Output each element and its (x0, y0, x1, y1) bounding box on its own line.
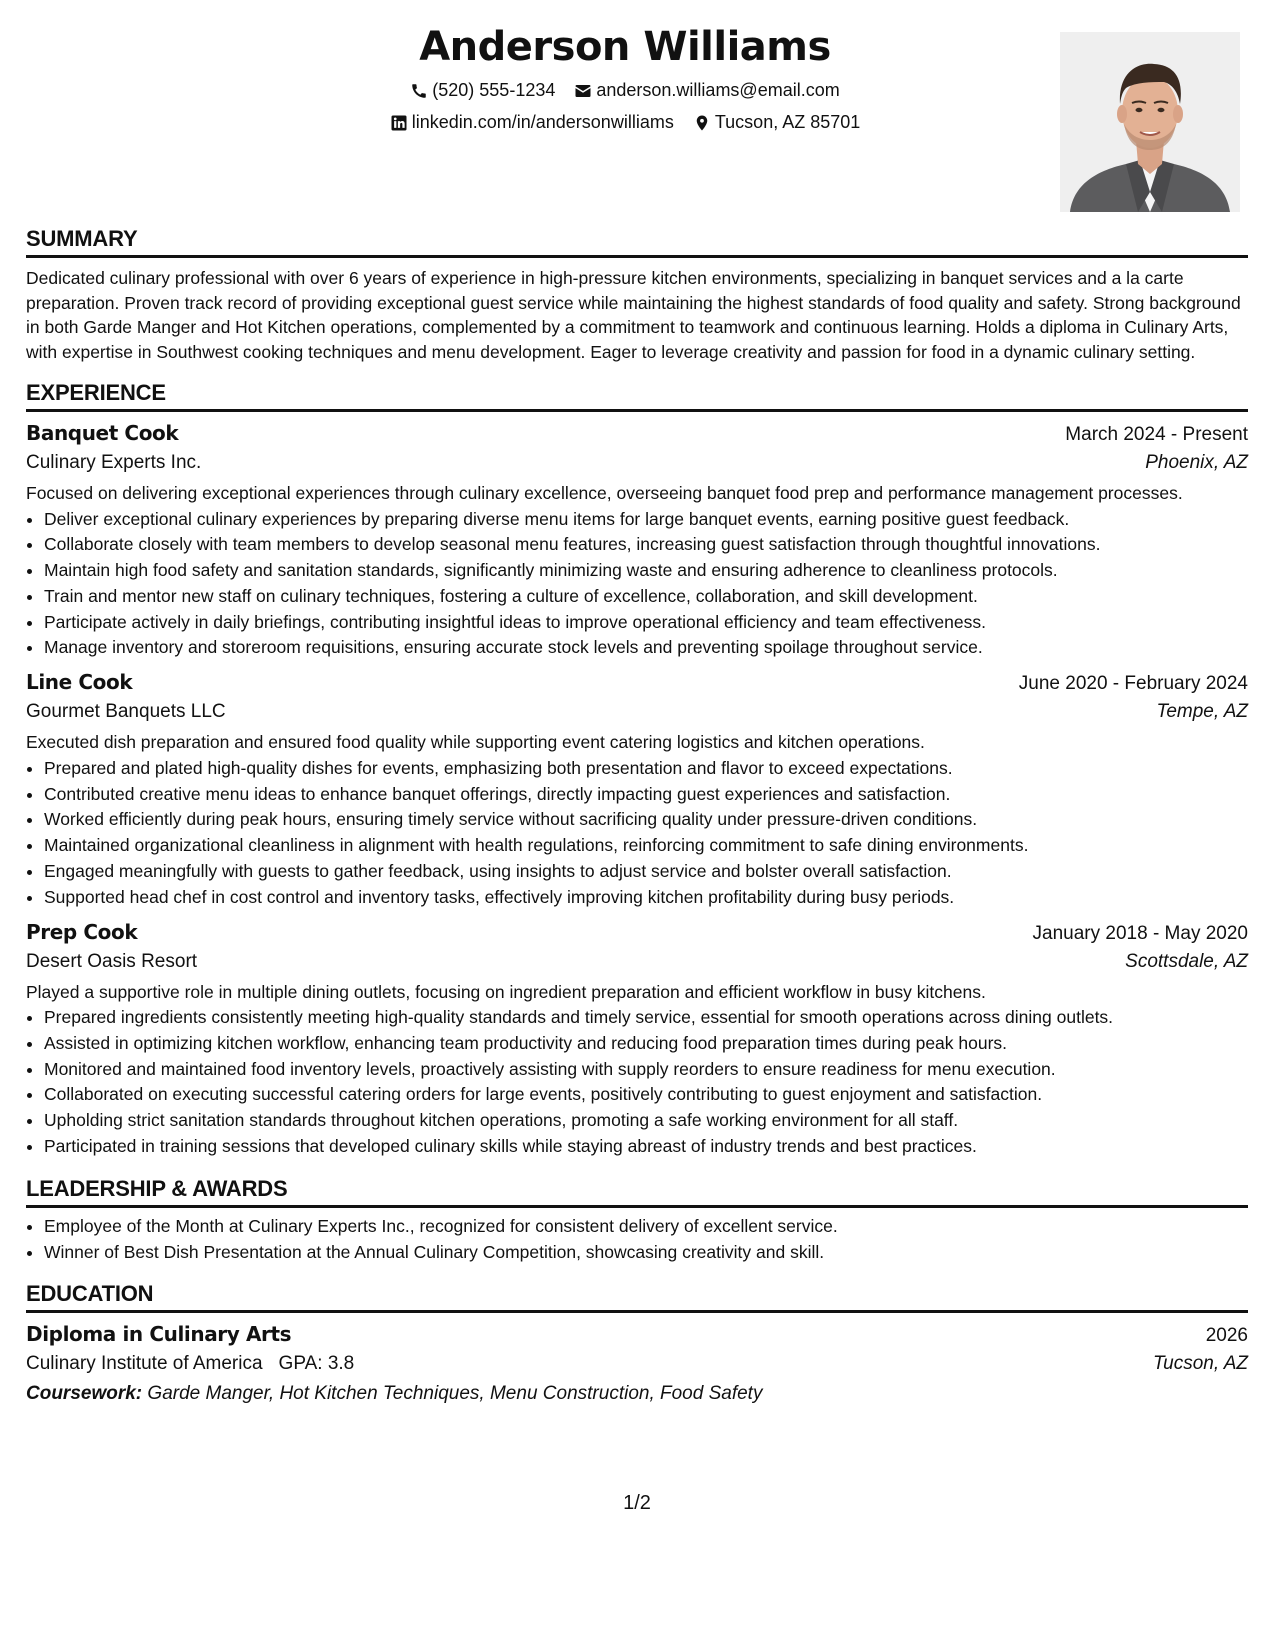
job-title: Banquet Cook (26, 421, 179, 445)
job-bullets (26, 756, 1248, 911)
coursework-line (26, 1379, 1248, 1409)
awards-section (26, 1176, 1248, 1266)
bullet-item: • Train and mentor new staff on culinary techniques, fostering a culture of excellence, collaboration, and skill development. (44, 584, 1248, 610)
bullet-item: • Engaged meaningfully with guests to gather feedback, using insights to adjust service and bolster overall satisfaction. (44, 859, 1248, 885)
school-location: Tucson, AZ (1152, 1353, 1248, 1375)
job-bullets (26, 507, 1248, 662)
envelope-icon (574, 82, 592, 100)
linkedin-icon (390, 114, 408, 132)
profile-photo-image (1060, 32, 1240, 212)
job-entry (26, 667, 1248, 910)
contact-linkedin (390, 112, 674, 133)
award-item: • Winner of Best Dish Presentation at the Annual Culinary Competition, showcasing creativity and skill. (44, 1240, 1248, 1266)
phone-text: (520) 555-1234 (432, 80, 556, 100)
experience-heading: EXPERIENCE (26, 380, 1248, 412)
job-company: Desert Oasis Resort (26, 950, 198, 972)
bullet-item: • Collaborated on executing successful catering orders for large events, positively contributing to guest enjoyment and satisfaction. (44, 1082, 1248, 1108)
award-item: • Employee of the Month at Culinary Experts Inc., recognized for consistent delivery of excellent service. (44, 1214, 1248, 1240)
awards-list (26, 1214, 1248, 1266)
bullet-item: • Deliver exceptional culinary experiences by preparing diverse menu items for large banquet events, earning positive guest feedback. (44, 507, 1248, 533)
school-name: Culinary Institute of America (26, 1353, 263, 1375)
summary-section (26, 226, 1248, 364)
bullet-item: • Prepared and plated high-quality dishes for events, emphasizing both presentation and flavor to exceed expectations. (44, 756, 1248, 782)
coursework-label: Coursework: (26, 1383, 143, 1405)
experience-section (26, 380, 1248, 1160)
gpa: GPA: 3.8 (278, 1353, 355, 1375)
bullet-item: • Worked efficiently during peak hours, ensuring timely service without sacrificing quality under pressure-driven conditions. (44, 807, 1248, 833)
job-date: March 2024 - Present (1065, 424, 1248, 445)
contact-email (574, 80, 839, 101)
bullet-item: • Contributed creative menu ideas to enhance banquet offerings, directly impacting guest experiences and satisfaction. (44, 782, 1248, 808)
profile-photo (1060, 32, 1240, 212)
contact-row-1 (26, 80, 1224, 105)
job-location: Tempe, AZ (1156, 701, 1248, 723)
bullet-item: • Upholding strict sanitation standards throughout kitchen operations, promoting a safe working environment for all staff. (44, 1108, 1248, 1134)
resume-page (26, 0, 1248, 1514)
bullet-item: • Maintained organizational cleanliness in alignment with health regulations, reinforcing commitment to safe dining environments. (44, 833, 1248, 859)
coursework-list: Garde Manger, Hot Kitchen Techniques, Menu Construction, Food Safety (147, 1383, 763, 1405)
bullet-item: • Collaborate closely with team members to develop seasonal menu features, increasing guest satisfaction through thoughtful innovations. (44, 532, 1248, 558)
job-date: January 2018 - May 2020 (1032, 922, 1248, 944)
summary-heading: SUMMARY (26, 226, 1248, 258)
page-number: 1/2 (623, 1492, 651, 1514)
school-line (26, 1349, 354, 1379)
bullet-item: • Participate actively in daily briefings, contributing insightful ideas to improve operational efficiency and team effectiveness. (44, 610, 1248, 636)
bullet-item: • Manage inventory and storeroom requisitions, ensuring accurate stock levels and preventing spoilage throughout service. (44, 635, 1248, 661)
job-location: Scottsdale, AZ (1125, 950, 1248, 972)
bullet-item: • Supported head chef in cost control and inventory tasks, effectively improving kitchen profitability during busy periods. (44, 885, 1248, 911)
map-pin-icon (693, 114, 711, 132)
job-company: Gourmet Banquets LLC (26, 701, 226, 723)
education-section (26, 1281, 1248, 1409)
resume-header (26, 0, 1248, 218)
bullet-item: • Maintain high food safety and sanitation standards, significantly minimizing waste and ensuring adherence to cleanliness protocols. (44, 558, 1248, 584)
contact-row-2 (26, 112, 1224, 137)
job-bullets (26, 1005, 1248, 1160)
contact-location (693, 112, 860, 133)
location-text: Tucson, AZ 85701 (714, 112, 861, 132)
bullet-item: • Assisted in optimizing kitchen workflow, enhancing team productivity and reducing food preparation times during peak hours. (44, 1031, 1248, 1057)
email-text: anderson.williams@email.com (596, 80, 840, 100)
job-company: Culinary Experts Inc. (26, 452, 202, 473)
degree-year: 2026 (1205, 1325, 1248, 1347)
phone-icon (410, 82, 428, 100)
awards-heading: LEADERSHIP & AWARDS (26, 1176, 1248, 1208)
job-title: Prep Cook (26, 919, 138, 944)
degree-title: Diploma in Culinary Arts (26, 1322, 292, 1347)
job-entry (26, 917, 1248, 1160)
linkedin-text: linkedin.com/in/andersonwilliams (411, 112, 674, 132)
summary-text: Dedicated culinary professional with over 6 years of experience in high-pressure kitchen environments, specializing in banquet services and a la carte preparation. Proven track record of providing exceptional guest service while maintaining the highest standards of food quality and safety. Strong background in both Garde Manger and Hot Kitchen operations, complemented by a commitment to teamwork and continuous learning. Holds a diploma in Culinary Arts, with expertise in Southwest cooking techniques and menu development. Eager to leverage creativity and passion for food in a dynamic culinary setting. (26, 268, 1241, 362)
contact-phone (410, 80, 555, 101)
job-entry (26, 418, 1248, 661)
job-description: Executed dish preparation and ensured food quality while supporting event catering logistics and kitchen operations. (26, 732, 925, 753)
job-location: Phoenix, AZ (1145, 452, 1248, 473)
job-title: Line Cook (26, 670, 133, 695)
candidate-name: Anderson Williams (419, 24, 831, 70)
job-description: Focused on delivering exceptional experiences through culinary excellence, overseeing banquet food prep and performance management processes. (26, 483, 1183, 503)
bullet-item: • Monitored and maintained food inventory levels, proactively assisting with supply reorders to ensure readiness for menu execution. (44, 1057, 1248, 1083)
education-heading: EDUCATION (26, 1281, 1248, 1313)
job-description: Played a supportive role in multiple dining outlets, focusing on ingredient preparation and efficient workflow in busy kitchens. (26, 981, 986, 1002)
bullet-item: • Prepared ingredients consistently meeting high-quality standards and timely service, essential for smooth operations across dining outlets. (44, 1005, 1248, 1031)
job-date: June 2020 - February 2024 (1018, 673, 1248, 695)
education-entry (26, 1319, 1248, 1409)
bullet-item: • Participated in training sessions that developed culinary skills while staying abreast of industry trends and best practices. (44, 1134, 1248, 1160)
